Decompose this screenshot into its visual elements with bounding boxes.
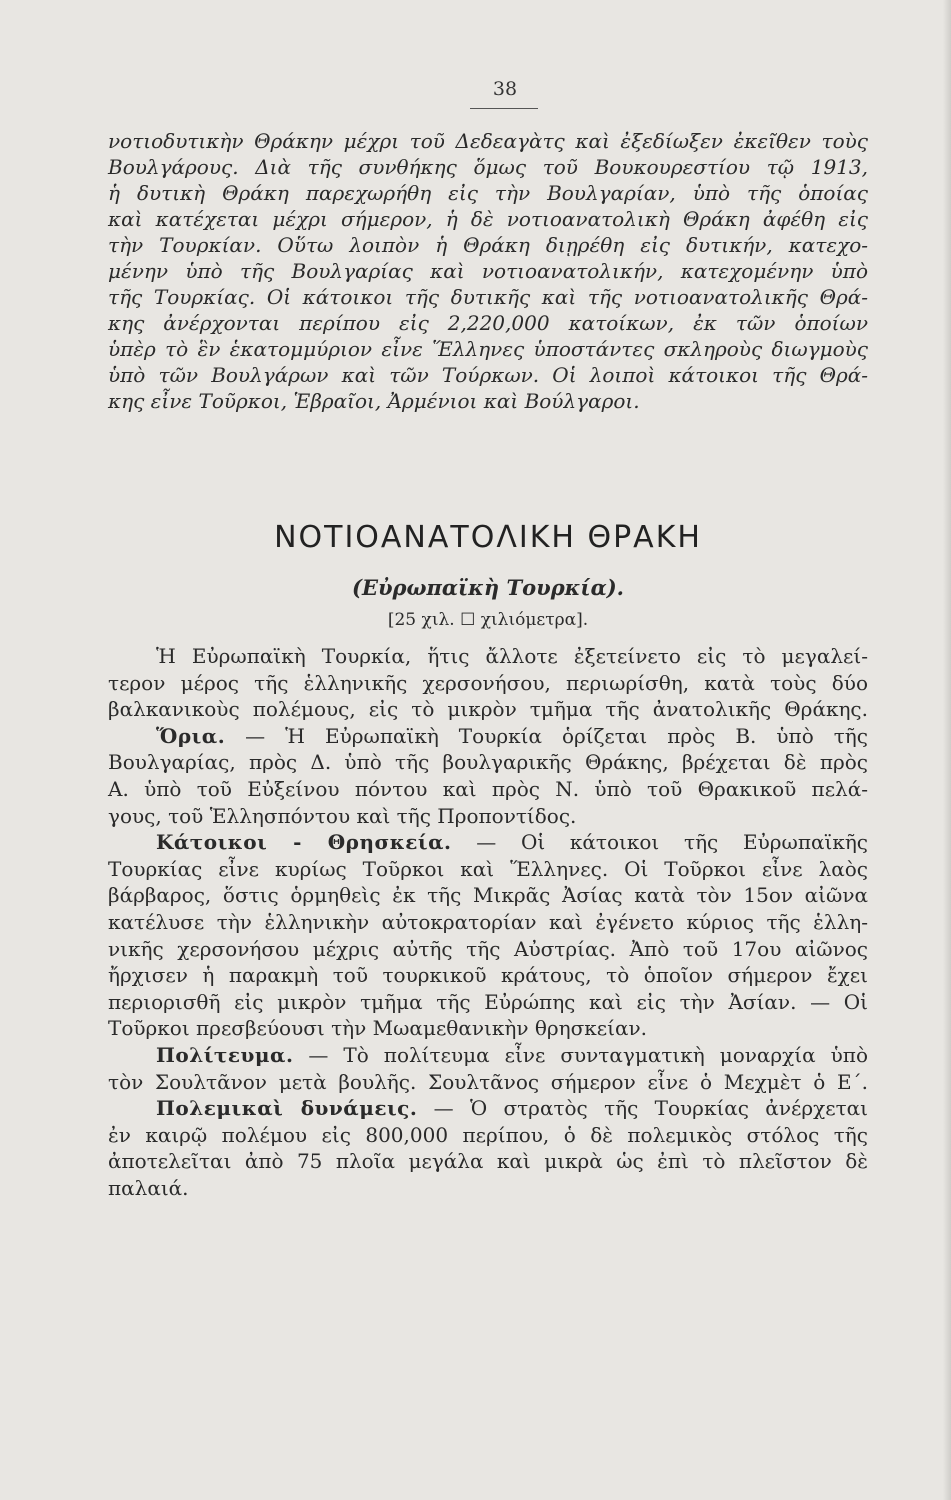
body-line xyxy=(108,696,868,723)
body-line xyxy=(108,1148,868,1175)
subsection-heading: Κάτοικοι - Θρησκεία. xyxy=(156,830,452,855)
body-text: βάρβαρος, ὅστις ὁρμηθεὶς ἐκ τῆς Μικρᾶς Ἀσίας κατὰ τὸν 15ον αἰῶνα xyxy=(108,883,868,908)
intro-line: κης ἀνέρχονται περίπου εἰς 2,220,000 κατοίκων, ἐκ τῶν ὁποίων xyxy=(108,311,868,335)
body-line xyxy=(108,856,868,883)
page-number-rule xyxy=(470,108,538,109)
paper-edge xyxy=(943,0,951,1500)
body-text: Ἡ Εὐρωπαϊκὴ Τουρκία, ἥτις ἄλλοτε ἐξετείνετο εἰς τὸ μεγαλεί- xyxy=(156,644,868,668)
subsection-heading: Πολεμικαὶ δυνάμεις. xyxy=(156,1096,418,1121)
body-text: τερον μέρος τῆς ἑλληνικῆς χερσονήσου, περιωρίσθη, κατὰ τοὺς δύο xyxy=(108,670,868,695)
body-line xyxy=(108,989,868,1016)
intro-line: ὑπὸ τῶν Βουλγάρων καὶ τῶν Τούρκων. Οἱ λοιποὶ κάτοικοι τῆς Θρά- xyxy=(108,363,868,387)
body-text: ἀποτελεῖται ἀπὸ 75 πλοῖα μεγάλα καὶ μικρὰ ὡς ἐπὶ τὸ πλεῖστον δὲ xyxy=(108,1149,868,1174)
body-text: κατέλυσε τὴν ἑλληνικὴν αὐτοκρατορίαν καὶ ἐγένετο κύριος τῆς ἑλλη- xyxy=(108,909,868,934)
body-text: Βουλγαρίας, πρὸς Δ. ὑπὸ τῆς βουλγαρικῆς Θράκης, βρέχεται δὲ πρὸς xyxy=(108,750,868,775)
body-text: Τουρκίας εἶνε κυρίως Τοῦρκοι καὶ Ἕλληνες. Οἱ Τοῦρκοι εἶνε λαὸς xyxy=(108,856,868,881)
body-text: τὸν Σουλτᾶνον μετὰ βουλῆς. Σουλτᾶνος σήμερον εἶνε ὁ Μεχμὲτ ὁ Ε΄. xyxy=(108,1069,868,1094)
body-line xyxy=(108,670,868,697)
body-line xyxy=(108,936,868,963)
body-text: νικῆς χερσονήσου μέχρις αὐτῆς τῆς Αὐστρίας. Ἀπὸ τοῦ 17ου αἰῶνος xyxy=(108,936,868,961)
body-text: Α. ὑπὸ τοῦ Εὐξείνου πόντου καὶ πρὸς Ν. ὑπὸ τοῦ Θρακικοῦ πελά- xyxy=(108,776,868,801)
section-title: ΝΟΤΙΟΑΝΑΤΟΛΙΚΗ ΘΡΑΚΗ xyxy=(274,520,702,555)
body-line xyxy=(108,776,868,803)
body-line xyxy=(108,882,868,909)
subsection-heading: Ὅρια. xyxy=(156,723,226,748)
body-text: — Ὁ στρατὸς τῆς Τουρκίας ἀνέρχεται xyxy=(417,1096,868,1121)
body-line xyxy=(108,962,868,989)
intro-line: καὶ κατέχεται μέχρι σήμερον, ἡ δὲ νοτιοανατολικὴ Θράκη ἀφέθη εἰς xyxy=(108,207,868,231)
intro-line: τῆς Τουρκίας. Οἱ κάτοικοι τῆς δυτικῆς καὶ τῆς νοτιοανατολικῆς Θρά- xyxy=(108,285,868,309)
section-subtitle: (Εὐρωπαϊκὴ Τουρκία). xyxy=(352,575,624,600)
intro-line: κης εἶνε Τοῦρκοι, Ἑβραῖοι, Ἀρμένιοι καὶ Βούλγαροι. xyxy=(108,389,640,413)
intro-line: ἡ δυτικὴ Θράκη παρεχωρήθη εἰς τὴν Βουλγαρίαν, ὑπὸ τῆς ὁποίας xyxy=(108,181,868,205)
intro-line: τὴν Τουρκίαν. Οὕτω λοιπὸν ἡ Θράκη διῃρέθη εἰς δυτικήν, κατεχο- xyxy=(108,233,868,257)
body-text: γους, τοῦ Ἑλλησπόντου καὶ τῆς Προποντίδος. xyxy=(108,803,577,828)
body-text: ἐν καιρῷ πολέμου εἰς 800,000 περίπου, ὁ δὲ πολεμικὸς στόλος τῆς xyxy=(108,1122,868,1147)
body-line xyxy=(108,1095,868,1122)
body-line xyxy=(108,909,868,936)
intro-line: μένην ὑπὸ τῆς Βουλγαρίας καὶ νοτιοανατολικήν, κατεχομένην ὑπὸ xyxy=(108,259,868,283)
section-area: [25 χιλ. ☐ χιλιόμετρα]. xyxy=(387,610,589,630)
intro-line: Βουλγάρους. Διὰ τῆς συνθήκης ὅμως τοῦ Βουκουρεστίου τῷ 1913, xyxy=(108,155,868,179)
subsection-heading: Πολίτευμα. xyxy=(156,1042,294,1067)
body-line xyxy=(108,803,868,830)
body-text: — Οἱ κάτοικοι τῆς Εὐρωπαϊκῆς xyxy=(451,830,869,855)
body-text: περιορισθῆ εἰς μικρὸν τμῆμα τῆς Εὐρώπης καὶ εἰς τὴν Ἀσίαν. — Οἱ xyxy=(108,989,868,1014)
section-body xyxy=(108,643,868,1201)
intro-paragraph xyxy=(108,128,868,414)
body-text: ἤρχισεν ἡ παρακμὴ τοῦ τουρκικοῦ κράτους, τὸ ὁποῖον σήμερον ἔχει xyxy=(108,963,868,988)
body-text: Τοῦρκοι πρεσβεύουσι τὴν Μωαμεθανικὴν θρησκείαν. xyxy=(108,1016,648,1041)
body-line xyxy=(108,1015,868,1042)
body-text: — Ἡ Εὐρωπαϊκὴ Τουρκία ὁρίζεται πρὸς Β. ὑπὸ τῆς xyxy=(225,723,868,748)
body-line xyxy=(108,723,868,750)
body-line xyxy=(108,1069,868,1096)
intro-line: νοτιοδυτικὴν Θράκην μέχρι τοῦ Δεδεαγὰτς καὶ ἐξεδίωξεν ἐκεῖθεν τοὺς xyxy=(108,129,868,153)
body-line xyxy=(108,643,868,670)
body-text: βαλκανικοὺς πολέμους, εἰς τὸ μικρὸν τμῆμα τῆς ἀνατολικῆς Θράκης. xyxy=(108,697,868,722)
body-line xyxy=(108,749,868,776)
body-text: παλαιά. xyxy=(108,1175,189,1200)
body-text: — Τὸ πολίτευμα εἶνε συνταγματικὴ μοναρχία ὑπὸ xyxy=(293,1042,868,1067)
body-line xyxy=(108,1122,868,1149)
body-line xyxy=(108,1175,868,1202)
body-line xyxy=(108,829,868,856)
page-number: 38 xyxy=(492,78,518,100)
body-line xyxy=(108,1042,868,1069)
intro-line: ὑπὲρ τὸ ἓν ἑκατομμύριον εἶνε Ἕλληνες ὑποστάντες σκληροὺς διωγμοὺς xyxy=(108,337,868,361)
